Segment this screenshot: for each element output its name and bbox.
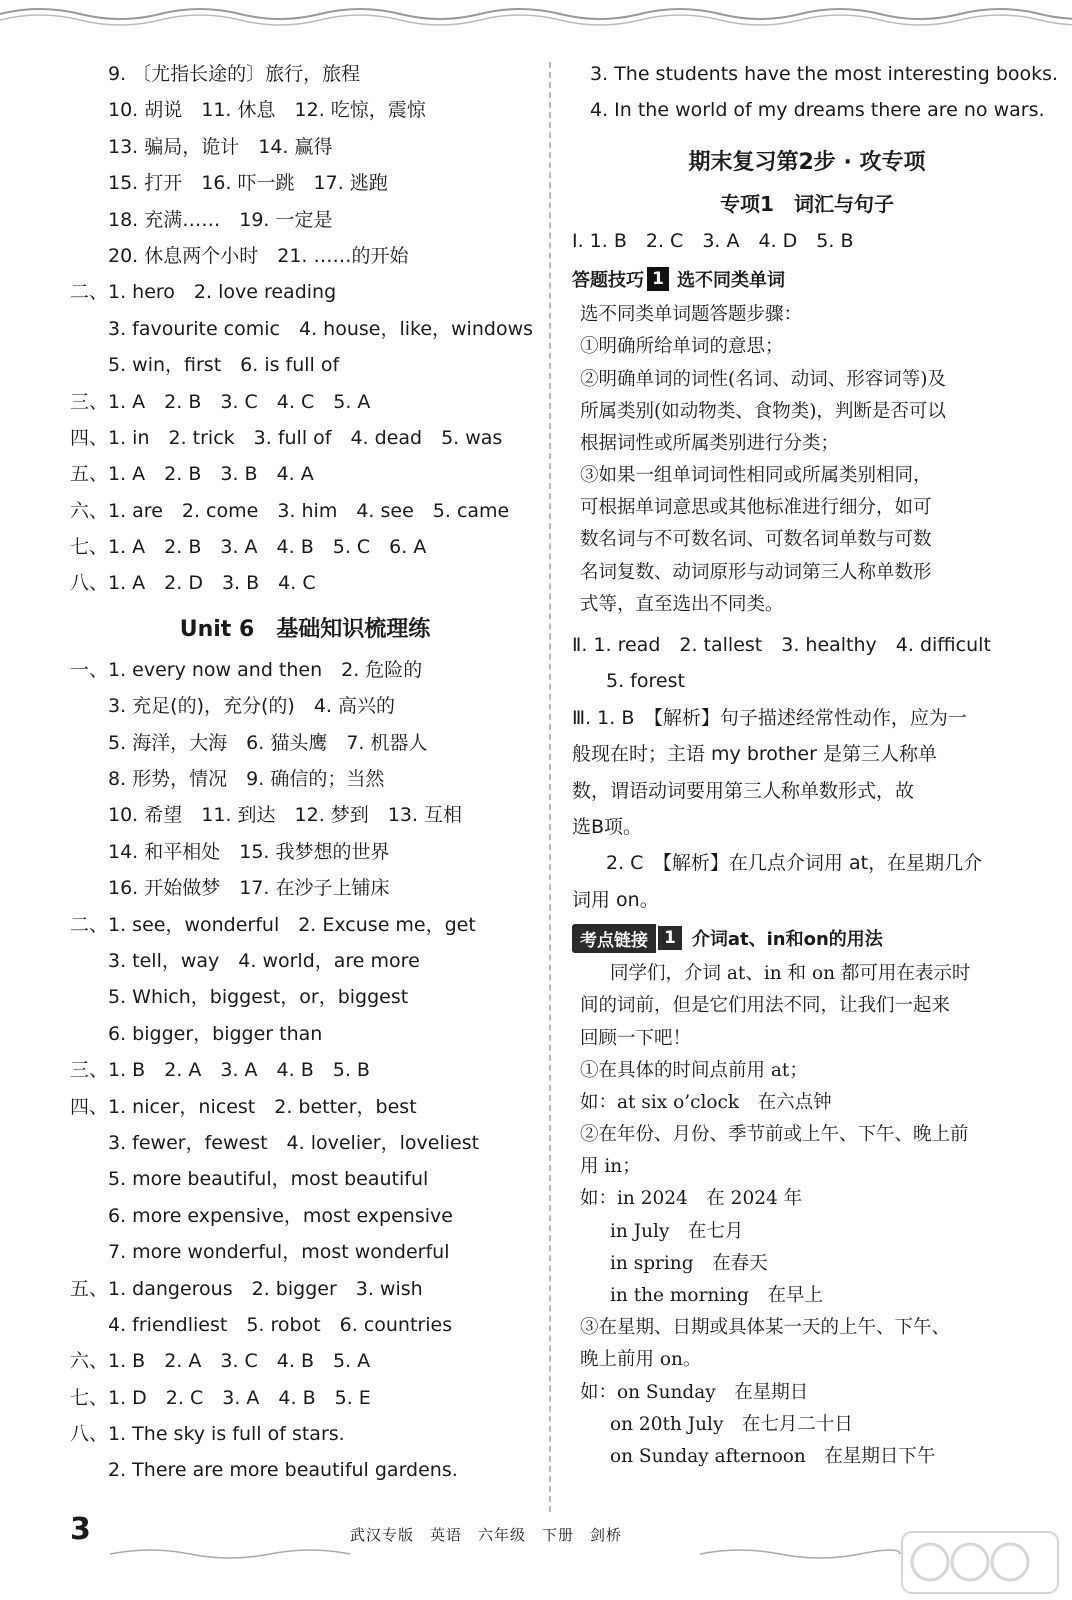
tip-text-line: 同学们，介词 at、in 和 on 都可用在表示时: [610, 963, 971, 985]
tip-text-line: ③在星期、日期或具体某一天的上午、下午、: [580, 1317, 951, 1339]
answer-line: 18. 充满…… 19. 一定是: [108, 208, 333, 231]
answer-line: 5. Which，biggest，or，biggest: [108, 986, 409, 1009]
answer-line: 3. favourite comic 4. house，like，windows: [108, 317, 534, 340]
answer-line: 3. fewer，fewest 4. lovelier，loveliest: [108, 1131, 480, 1154]
tip-text-line: 可根据单词意思或其他标准进行细分，如可: [580, 497, 932, 519]
answer-line: 9. 〔尤指长途的〕旅行，旅程: [108, 63, 361, 85]
tip-text-line: 晚上前用 on。: [580, 1349, 702, 1371]
column-divider: [549, 62, 551, 1512]
answer-line: 四、1. in 2. trick 3. full of 4. dead 5. was: [70, 426, 503, 449]
answer-line: 3. tell，way 4. world，are more: [108, 949, 420, 972]
topic-heading: 专项1 词汇与句子: [720, 191, 894, 216]
answer-line: 二、1. see，wonderful 2. Excuse me，get: [70, 913, 476, 936]
page-number: 3: [70, 1512, 91, 1547]
explanation-line: 2. C 【解析】在几点介词用 at，在星期几介: [606, 852, 983, 875]
answer-line: Ⅱ. 1. read 2. tallest 3. healthy 4. difficult: [572, 634, 991, 657]
answer-line: 6. more expensive，most expensive: [108, 1204, 453, 1227]
answer-line: 4. friendliest 5. robot 6. countries: [108, 1313, 453, 1336]
tip-text-line: on 20th July 在七月二十日: [610, 1413, 853, 1435]
answer-line: 三、1. B 2. A 3. A 4. B 5. B: [70, 1059, 370, 1082]
watermark-logo: [900, 1530, 1060, 1595]
explanation-line: 选B项。: [572, 816, 643, 838]
tip-text-line: 回顾一下吧！: [580, 1027, 692, 1049]
answer-line: 10. 胡说 11. 休息 12. 吃惊，震惊: [108, 99, 426, 122]
answer-line: 5. forest: [606, 670, 685, 693]
answer-line: 五、1. A 2. B 3. B 4. A: [70, 463, 314, 486]
footer-text: 武汉专版 英语 六年级 下册 剑桥: [350, 1526, 623, 1544]
answer-line: 八、1. A 2. D 3. B 4. C: [70, 572, 316, 595]
unit6-heading: Unit 6 基础知识梳理练: [179, 616, 431, 642]
tip-text-line: 数名词与不可数名词、可数名词单数与可数: [580, 529, 932, 551]
tip2-title: 介词at、in和on的用法: [691, 929, 883, 951]
tip-text-line: 如：on Sunday 在星期日: [580, 1381, 809, 1403]
explanation-line: 词用 on。: [572, 888, 659, 911]
tip1-header: [572, 259, 1042, 299]
answer-line: 五、1. dangerous 2. bigger 3. wish: [70, 1277, 423, 1300]
tip2-header: [572, 918, 1042, 958]
answer-line: 5. win，first 6. is full of: [108, 354, 340, 377]
tip-text-line: ②明确单词的词性(名词、动词、形容词等)及: [580, 368, 946, 390]
answer-line: 六、1. B 2. A 3. C 4. B 5. A: [70, 1350, 371, 1373]
answer-line: 5. 海洋，大海 6. 猫头鹰 7. 机器人: [108, 731, 428, 754]
tip-text-line: 用 in；: [580, 1156, 641, 1178]
answer-line: 三、1. A 2. B 3. C 4. C 5. A: [70, 390, 371, 413]
answer-line: 2. There are more beautiful gardens.: [108, 1459, 458, 1482]
explanation-line: Ⅲ. 1. B 【解析】句子描述经常性动作，应为一: [572, 706, 967, 729]
explanation-line: 般现在时；主语 my brother 是第三人称单: [572, 743, 937, 766]
answer-line: 一、1. every now and then 2. 危险的: [70, 658, 423, 681]
review-heading: 期末复习第2步 · 攻专项: [688, 149, 926, 175]
answer-line: 八、1. The sky is full of stars.: [70, 1423, 345, 1446]
tip-text-line: in July 在七月: [610, 1220, 744, 1242]
answer-line: 3. 充足(的)，充分(的) 4. 高兴的: [108, 695, 395, 718]
tip-text-line: ③如果一组单词词性相同或所属类别相同，: [580, 465, 932, 487]
answer-line: 二、1. hero 2. love reading: [70, 281, 337, 304]
answer-line: 4. In the world of my dreams there are no wars.: [590, 99, 1045, 122]
answer-line: 16. 开始做梦 17. 在沙子上铺床: [108, 877, 390, 900]
answer-line: 8. 形势，情况 9. 确信的；当然: [108, 768, 385, 791]
answer-line: 15. 打开 16. 吓一跳 17. 逃跑: [108, 172, 388, 195]
answer-line: 3. The students have the most interesting books.: [590, 63, 1059, 85]
answer-line: 四、1. nicer，nicest 2. better，best: [70, 1095, 417, 1118]
answer-line: 14. 和平相处 15. 我梦想的世界: [108, 840, 390, 863]
answer-line: 20. 休息两个小时 21. ……的开始: [108, 244, 409, 267]
explanation-line: 数，谓语动词要用第三人称单数形式，故: [572, 779, 915, 802]
tip-text-line: 所属类别(如动物类、食物类)，判断是否可以: [580, 400, 946, 422]
tip-text-line: in the morning 在早上: [610, 1285, 824, 1307]
answer-line: 10. 希望 11. 到达 12. 梦到 13. 互相: [108, 804, 463, 827]
tip-text-line: in spring 在春天: [610, 1252, 768, 1274]
tip1-title: 选不同类单词: [677, 270, 785, 292]
tip-text-line: 间的词前，但是它们用法不同，让我们一起来: [580, 995, 951, 1017]
top-decoration: [0, 0, 1072, 30]
tip-text-line: ①在具体的时间点前用 at；: [580, 1059, 808, 1081]
tip-text-line: on Sunday afternoon 在星期日下午: [610, 1445, 936, 1467]
left-column: [70, 56, 540, 1489]
section1-answers: Ⅰ. 1. B 2. C 3. A 4. D 5. B: [572, 229, 854, 252]
answer-line: 13. 骗局，诡计 14. 赢得: [108, 135, 333, 158]
tip-text-line: 如：in 2024 在 2024 年: [580, 1188, 803, 1210]
tip-text-line: 根据词性或所属类别进行分类；: [580, 432, 840, 454]
right-column: [572, 56, 1059, 1473]
answer-line: 七、1. D 2. C 3. A 4. B 5. E: [70, 1386, 371, 1409]
answer-line: 六、1. are 2. come 3. him 4. see 5. came: [70, 499, 510, 522]
tip-text-line: ①明确所给单词的意思；: [580, 336, 784, 358]
answer-line: 七、1. A 2. B 3. A 4. B 5. C 6. A: [70, 536, 427, 559]
tip-text-line: 名词复数、动词原形与动词第三人称单数形: [580, 561, 932, 583]
tip-text-line: ②在年份、月份、季节前或上午、下午、晚上前: [580, 1124, 969, 1146]
answer-line: 5. more beautiful，most beautiful: [108, 1168, 429, 1191]
tip-text-line: 如：at six o’clock 在六点钟: [580, 1091, 832, 1113]
tip-text-line: 选不同类单词题答题步骤：: [580, 304, 803, 326]
answer-line: 6. bigger，bigger than: [108, 1022, 323, 1045]
answer-line: 7. more wonderful，most wonderful: [108, 1241, 450, 1264]
tip2-tag: 考点链接 1: [572, 924, 682, 953]
tip1-tag: 答题技巧 1: [572, 266, 669, 292]
tip-text-line: 式等，直至选出不同类。: [580, 593, 784, 615]
